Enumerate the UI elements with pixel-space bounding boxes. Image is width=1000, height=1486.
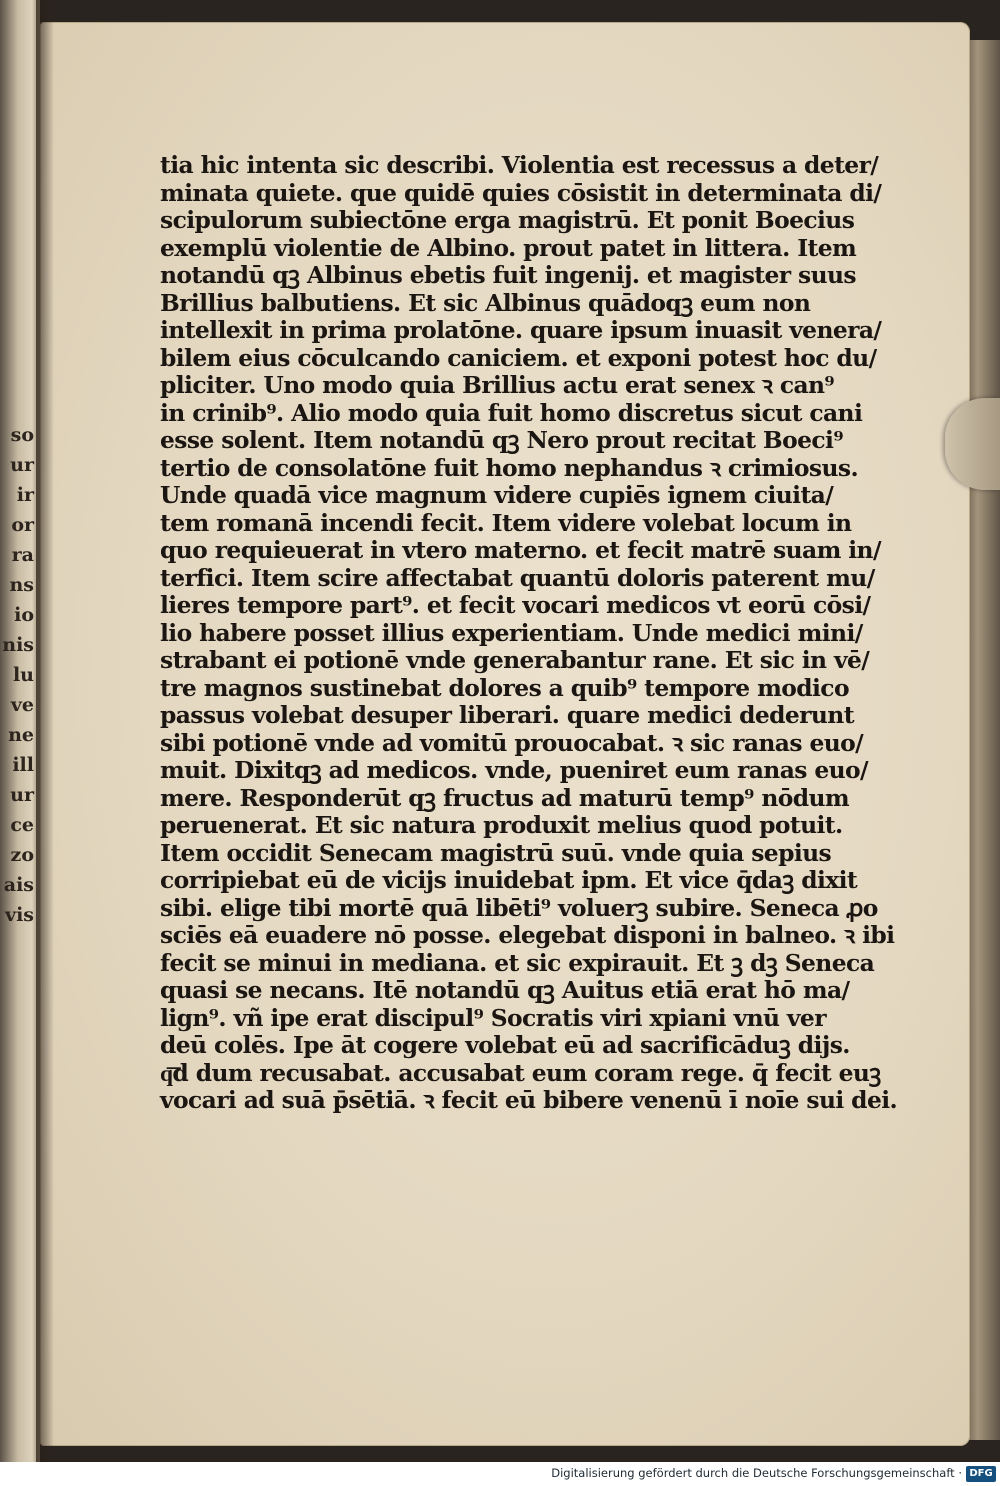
margin-note: lu [12, 664, 34, 686]
text-line: sibi. elige tibi mortē quā libēti⁹ voluerꝫ subire. Seneca ꝓo [160, 893, 878, 922]
text-line: terfici. Item scire affectabat quantū doloris paterent mu/ [160, 563, 875, 592]
text-line: scipulorum subiectōne erga magistrū. Et ponit Boecius [160, 206, 855, 234]
text-line: strabant ei potionē vnde generabantur rane. Et sic in vē/ [160, 646, 870, 674]
margin-note: ve [10, 694, 34, 716]
margin-note: ra [11, 544, 34, 566]
text-line: peruenerat. Et sic natura produxit melius quod potuit. [160, 811, 843, 839]
text-line: tertio de consolatōne fuit homo nephandus ꝛ crimiosus. [160, 453, 859, 482]
text-line: lieres tempore part⁹. et fecit vocari medicos vt eorū cōsi/ [160, 591, 871, 619]
margin-note: ir [16, 484, 34, 506]
funding-credit: Digitalisierung gefördert durch die Deutsche Forschungsgemeinschaft · [551, 1466, 962, 1480]
text-line: lign⁹. vñ ipe erat discipul⁹ Socratis viri xpiani vnū ver [160, 1003, 826, 1032]
margin-note: ur [10, 454, 34, 476]
text-line: intellexit in prima prolatōne. quare ipsum inuasit venera/ [160, 316, 882, 344]
page-stack-edge [968, 40, 1000, 1440]
text-line: sciēs eā euadere nō posse. elegebat disponi in balneo. ꝛ ibi [160, 921, 895, 949]
printed-text-block [160, 151, 898, 1115]
text-line: passus volebat desuper liberari. quare medici dederunt [160, 701, 854, 729]
text-line: in crinib⁹. Alio modo quia fuit homo discretus sicut cani [160, 398, 863, 427]
dfg-logo: DFG [966, 1466, 996, 1482]
text-line: lio habere posset illius experientiam. Unde medici mini/ [160, 618, 863, 647]
margin-note: ill [12, 754, 34, 776]
margin-note: ns [9, 574, 34, 596]
text-line: tia hic intenta sic describi. Violentia est recessus a deter/ [160, 151, 879, 179]
footer-bar [0, 1462, 1000, 1486]
margin-note: ur [10, 784, 34, 806]
text-line: esse solent. Item notandū qꝫ Nero prout recitat Boeci⁹ [160, 426, 843, 454]
margin-note: ais [3, 874, 34, 896]
text-line: vocari ad suā p̄sētiā. ꝛ fecit eū bibere venenū ī noīe sui dei. [160, 1086, 898, 1114]
text-line: exemplū violentie de Albino. prout patet in littera. Item [160, 233, 857, 262]
text-line: Brillius balbutiens. Et sic Albinus quādoqꝫ eum non [160, 288, 811, 317]
margin-note: ne [8, 724, 34, 746]
text-line: q͞d dum recusabat. accusabat eum coram rege. q̄ fecit euꝫ [160, 1058, 881, 1087]
text-line: minata quiete. que quidē quies cōsistit in determinata di/ [160, 178, 882, 207]
text-line: notandū qꝫ Albinus ebetis fuit ingenij. et magister suus [160, 261, 856, 289]
gutter-shadow [36, 0, 54, 1462]
text-line: mere. Responderūt qꝫ fructus ad maturū temp⁹ nōdum [160, 783, 850, 812]
text-line: fecit se minui in mediana. et sic expirauit. Et ꝫ dꝫ Seneca [160, 948, 875, 977]
text-line: muit. Dixitqꝫ ad medicos. vnde, pueniret eum ranas euo/ [160, 756, 868, 784]
text-line: tre magnos sustinebat dolores a quib⁹ tempore modico [160, 673, 849, 702]
margin-notes [0, 420, 36, 930]
text-line: tem romanā incendi fecit. Item videre volebat locum in [160, 508, 852, 537]
text-line: bilem eius cōculcando caniciem. et exponi potest hoc du/ [160, 343, 877, 372]
text-line: quasi se necans. Itē notandū qꝫ Auitus etiā erat hō ma/ [160, 976, 850, 1004]
facing-page-edge [0, 0, 40, 1462]
margin-note: vis [5, 904, 34, 926]
text-line: quo requieuerat in vtero materno. et fecit matrē suam in/ [160, 536, 881, 564]
margin-note: ce [10, 814, 34, 836]
text-line: sibi potionē vnde ad vomitū prouocabat. ꝛ sic ranas euo/ [160, 728, 864, 757]
text-line: Item occidit Senecam magistrū suū. vnde quia sepius [160, 838, 832, 867]
text-line: Unde quadā vice magnum videre cupiēs ignem ciuita/ [160, 481, 834, 509]
margin-note: nis [2, 634, 34, 656]
margin-note: so [10, 424, 34, 446]
margin-note: zo [10, 844, 34, 866]
text-line: deū colēs. Ipe āt cogere volebat eū ad sacrificāduꝫ dijs. [160, 1031, 850, 1059]
text-line: pliciter. Uno modo quia Brillius actu erat senex ꝛ can⁹ [160, 371, 835, 399]
margin-note: io [14, 604, 34, 626]
margin-note: or [11, 514, 34, 536]
text-line: corripiebat eū de vicijs inuidebat ipm. Et vice q̄daꝫ dixit [160, 866, 858, 894]
